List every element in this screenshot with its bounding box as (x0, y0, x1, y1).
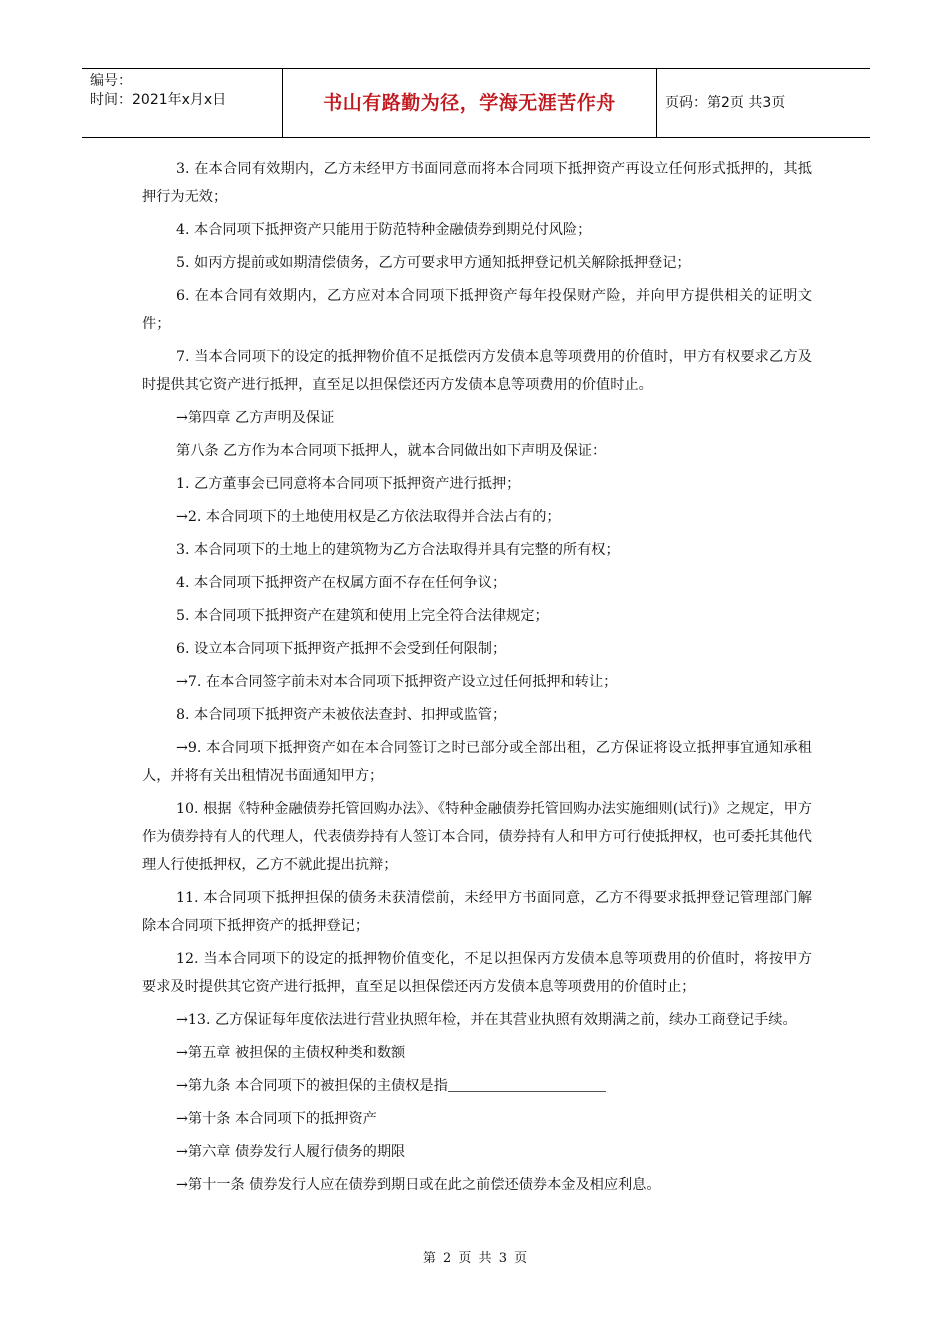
document-body (142, 155, 812, 1199)
paragraph: →9. 本合同项下抵押资产如在本合同签订之时已部分或全部出租，乙方保证将设立抵押事宜通知承租人，并将有关出租情况书面通知甲方； (142, 740, 812, 784)
paragraph: 3. 本合同项下的土地上的建筑物为乙方合法取得并具有完整的所有权； (176, 542, 620, 558)
paragraph: →7. 在本合同签字前未对本合同项下抵押资产设立过任何抵押和转让； (176, 674, 618, 690)
article-line: →第十条 本合同项下的抵押资产 (176, 1111, 377, 1127)
header-motto-cell (283, 69, 657, 137)
paragraph: →2. 本合同项下的土地使用权是乙方依法取得并合法占有的； (176, 509, 561, 525)
paragraph: 6. 在本合同有效期内，乙方应对本合同项下抵押资产每年投保财产险，并向甲方提供相关的证明文件； (142, 288, 812, 332)
paragraph: 5. 如丙方提前或如期清偿债务，乙方可要求甲方通知抵押登记机关解除抵押登记； (176, 255, 691, 271)
header-meta (82, 69, 283, 137)
motto: 书山有路勤为径，学海无涯苦作舟 (323, 92, 616, 114)
paragraph: 4. 本合同项下抵押资产只能用于防范特种金融债券到期兑付风险； (176, 222, 592, 238)
paragraph: 6. 设立本合同项下抵押资产抵押不会受到任何限制； (176, 641, 507, 657)
time-label: 时间：2021年x月x日 (90, 92, 227, 108)
paragraph: 4. 本合同项下抵押资产在权属方面不存在任何争议； (176, 575, 507, 591)
paragraph: 8. 本合同项下抵押资产未被依法查封、扣押或监管； (176, 707, 507, 723)
article-text: →第九条 本合同项下的被担保的主债权是指 (176, 1078, 448, 1094)
article-line: →第十一条 债券发行人应在债券到期日或在此之前偿还债券本金及相应利息。 (176, 1177, 661, 1193)
page-footer: 第 2 页 共 3 页 (422, 1251, 528, 1266)
paragraph: 12. 当本合同项下的设定的抵押物价值变化，不足以担保丙方发债本息等项费用的价值时，将按甲方要求及时提供其它资产进行抵押，直至足以担保偿还丙方发债本息等项费用的价值时止； (142, 951, 812, 995)
chapter-heading: →第五章 被担保的主债权种类和数额 (176, 1045, 406, 1061)
paragraph: 11. 本合同项下抵押担保的债务未获清偿前，未经甲方书面同意，乙方不得要求抵押登记管理部门解除本合同项下抵押资产的抵押登记； (142, 890, 812, 934)
paragraph: 10. 根据《特种金融债券托管回购办法》、《特种金融债券托管回购办法实施细则(试行)》之规定，甲方作为债券持有人的代理人，代表债券持有人签订本合同，债券持有人和甲方可行使抵押权，也可委托其他代理人行使抵押权，乙方不就此提出抗辩； (142, 801, 812, 873)
paragraph: →13. 乙方保证每年度依法进行营业执照年检，并在其营业执照有效期满之前，续办工商登记手续。 (176, 1012, 797, 1028)
paragraph: 7. 当本合同项下的设定的抵押物价值不足抵偿丙方发债本息等项费用的价值时，甲方有权要求乙方及时提供其它资产进行抵押，直至足以担保偿还丙方发债本息等项费用的价值时止。 (142, 349, 812, 393)
article-heading: 第八条 乙方作为本合同项下抵押人，就本合同做出如下声明及保证： (176, 443, 607, 459)
paragraph: 5. 本合同项下抵押资产在建筑和使用上完全符合法律规定； (176, 608, 549, 624)
paragraph: 3. 在本合同有效期内，乙方未经甲方书面同意而将本合同项下抵押资产再设立任何形式抵押的，其抵押行为无效； (142, 161, 812, 205)
blank-fill-line (448, 1075, 606, 1092)
number-label: 编号： (90, 73, 132, 89)
chapter-heading: →第六章 债券发行人履行债务的期限 (176, 1144, 406, 1160)
paragraph: 1. 乙方董事会已同意将本合同项下抵押资产进行抵押； (176, 476, 521, 492)
page-info: 页码：第2页 共3页 (665, 95, 786, 111)
article-line (142, 1072, 812, 1100)
chapter-heading: →第四章 乙方声明及保证 (176, 410, 335, 426)
page-header (82, 68, 870, 138)
